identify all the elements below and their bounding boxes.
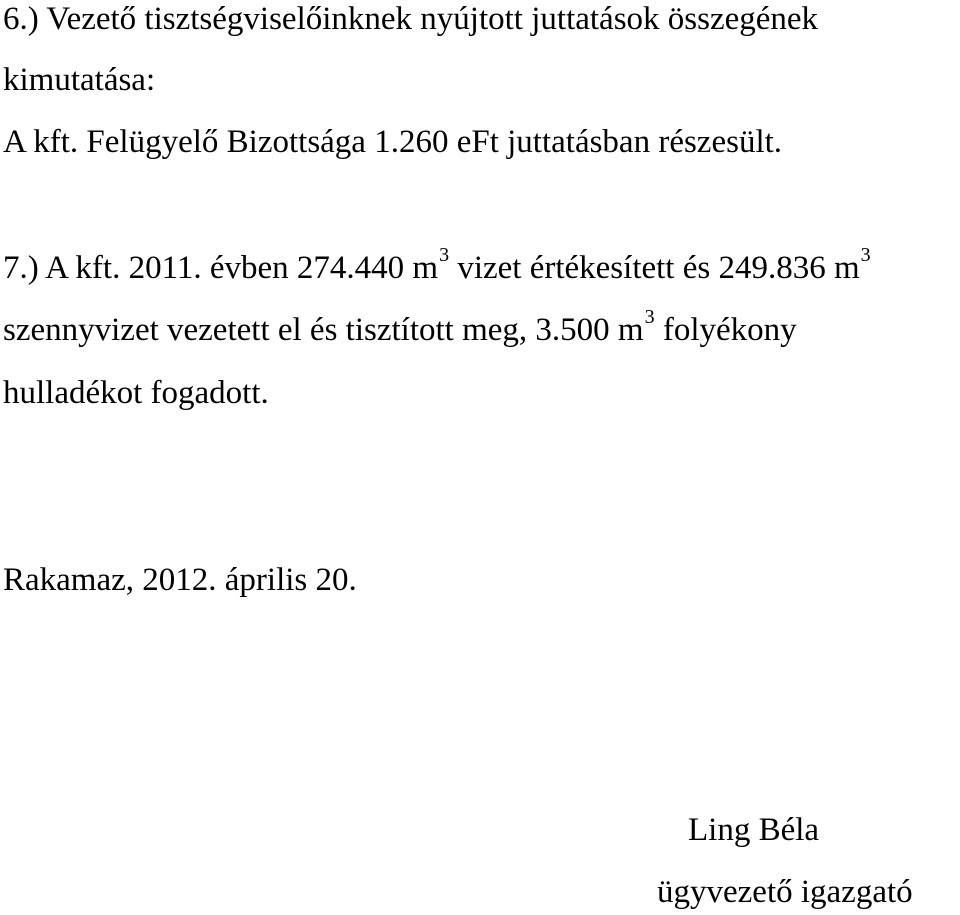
section-6-body: A kft. Felügyelő Bizottsága 1.260 eFt juttatásban részesült. xyxy=(3,124,783,160)
section-7-line-2-text-a: szennyvizet vezetett el és tisztított meg, 3.500 m xyxy=(3,312,644,348)
section-7-line-2-text-b: folyékony xyxy=(654,312,797,348)
section-7-line-2 xyxy=(3,306,797,348)
superscript-cubic-1: 3 xyxy=(439,244,450,266)
section-7-line-3: hulladékot fogadott. xyxy=(3,375,269,411)
section-7-line-1-text-a: 7.) A kft. 2011. évben 274.440 m xyxy=(3,250,439,286)
section-7-line-1 xyxy=(3,244,871,286)
section-7-line-1-text-b: vizet értékesített és 249.836 m xyxy=(449,250,860,286)
section-6-heading-line-1: 6.) Vezető tisztségviselőinknek nyújtott juttatások összegének xyxy=(3,1,819,37)
signer-name: Ling Béla xyxy=(688,812,820,848)
superscript-cubic-2: 3 xyxy=(860,244,871,266)
section-6-heading-line-2: kimutatása: xyxy=(3,62,156,98)
signer-title: ügyvezető igazgató xyxy=(657,874,913,910)
place-and-date: Rakamaz, 2012. április 20. xyxy=(3,562,357,598)
superscript-cubic-3: 3 xyxy=(644,306,655,328)
